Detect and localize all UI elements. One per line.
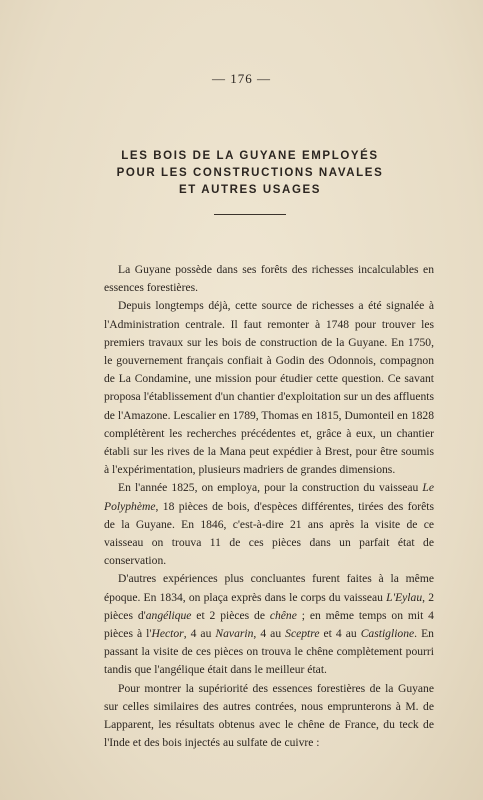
ship-name: Navarin [215,627,254,641]
text-run: D'autres expériences plus concluantes furent faites à la même époque. En 1834, on plaça exprès dans le corps du vaisseau [104,572,434,604]
paragraph-1: La Guyane possède dans ses forêts des richesses incalculables en essences forestières. [104,263,434,295]
text-run: En l'année 1825, on employa, pour la construction du vaisseau [118,481,423,495]
text-run: et 4 au [319,627,361,641]
ship-name: Hector [151,627,184,641]
text-run: , 4 au [253,627,286,641]
wood-name: chêne [269,608,297,622]
ship-name: L'Eylau [386,590,423,604]
title-line-2: POUR LES CONSTRUCTIONS NAVALES [116,167,384,179]
paragraph-3 [104,479,434,570]
ship-name: Sceptre [285,627,320,641]
text-run: , 4 au [183,627,216,641]
ship-name: Le Polyphème [104,481,434,513]
ship-name: Castiglione [360,627,415,641]
chapter-title [110,148,390,199]
page-number: — 176 — [212,71,271,86]
paragraph-5: Pour montrer la supériorité des essences forestières de la Guyane sur celles similaires des autres contrées, nous emprunterons à M. de Lapparent, les résultats obtenus avec le chêne de France, du teck de l'Inde et des bois injectés au sulfate de cuivre : [104,681,434,750]
body-text [104,261,434,752]
title-divider [214,214,286,215]
text-run: , 18 pièces de bois, d'espèces différentes, tirées des forêts de la Guyane. En 1846, c'est-à-dire 21 ans après la visite de ce vaisseau on trouva 11 de ces pièces dans un parfait état de conservation. [104,499,434,568]
paragraph-4 [104,570,434,679]
text-run: , 2 pièces d' [104,590,435,622]
title-line-1: LES BOIS DE LA GUYANE EMPLOYÉS [121,150,379,162]
text-run: ; en même temps on mit 4 pièces à l' [104,608,434,641]
text-run: et 2 pièces de [191,608,270,622]
wood-name: angélique [145,608,192,622]
paragraph-2: Depuis longtemps déjà, cette source de richesses a été signalée à l'Administration centrale. Il faut remonter à 1748 pour trouver les premiers travaux sur les bois de construction de la Guyane. En 1750, le gouvernement français confiait à Godin des Odonnois, compagnon de La Condamine, une mission pour étudier cette question. Ce savant proposa l'établissement d'un chantier d'exploitation sur un des affluents de l'Amazone. Lescalier en 1789, Thomas en 1815, Dumonteil en 1828 complétèrent les recherches précédentes et, grâce à eux, un chantier établi sur les rives de la Mana peut expédier à Brest, pour être soumis à l'expérimentation, plusieurs madriers de grandes dimensions. [104,299,434,477]
title-line-3: ET AUTRES USAGES [178,184,322,196]
text-run: . En passant la visite de ces pièces on trouva le chêne complètement pourri tandis que l'angélique était dans le meilleur état. [104,627,434,677]
